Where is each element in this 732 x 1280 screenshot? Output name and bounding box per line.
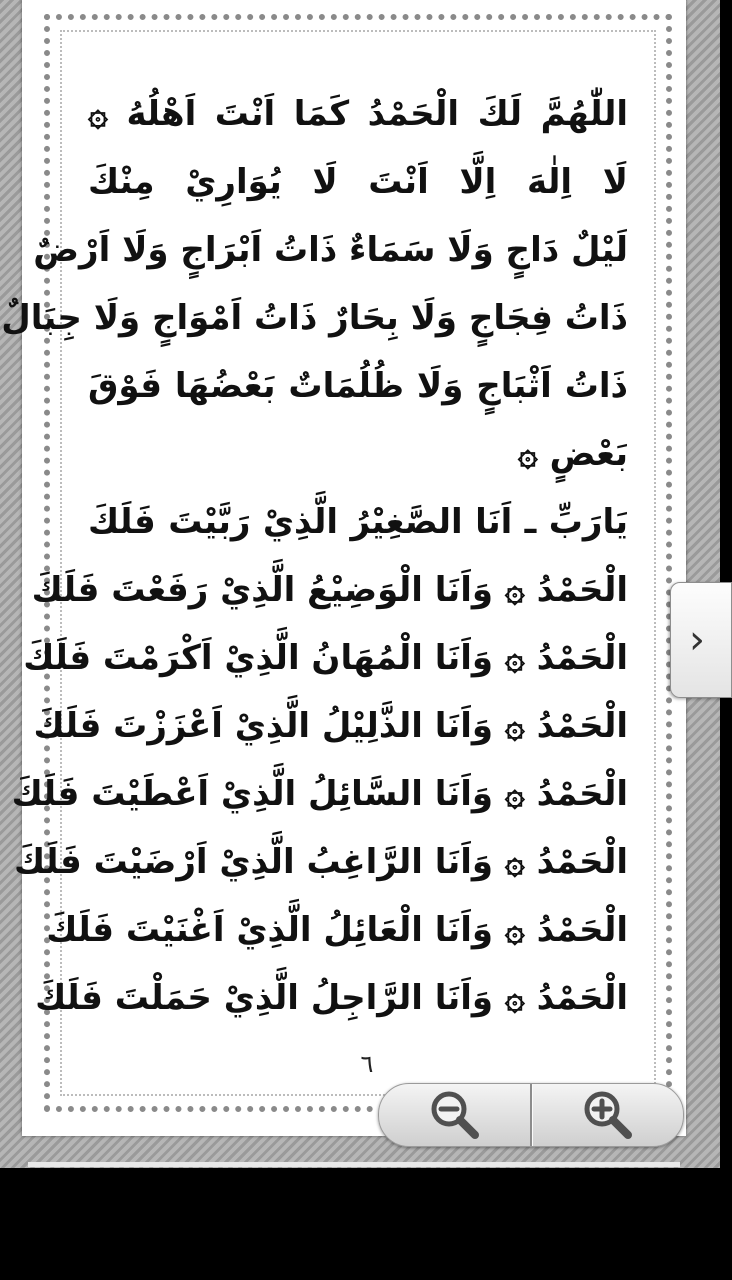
text-line: يَارَبِّ ـ اَنَا الصَّغِيْرُ الَّذِيْ رَبَّيْتَ فَلَكَ <box>88 502 628 542</box>
text-line: لَيْلٌ دَاجٍ وَلَا سَمَاءٌ ذَاتُ اَبْرَاجٍ وَلَا اَرْضٌ <box>33 230 628 270</box>
text-line: الْحَمْدُ ۞ وَاَنَا الْمُهَانُ الَّذِيْ اَكْرَمْتَ فَلَكَ <box>23 638 628 678</box>
text-line: اللّٰهُمَّ لَكَ الْحَمْدُ كَمَا اَنْتَ اَهْلُهُ ۞ <box>88 94 628 134</box>
book-page[interactable] <box>1 0 686 1136</box>
next-page-button[interactable] <box>670 582 732 698</box>
text-line: الْحَمْدُ ۞ وَاَنَا الْوَضِيْعُ الَّذِيْ رَفَعْتَ فَلَكَ <box>31 570 628 610</box>
text-line: بَعْضٍ ۞ <box>517 434 628 474</box>
bottom-divider <box>28 1162 680 1167</box>
text-line: الْحَمْدُ ۞ وَاَنَا السَّائِلُ الَّذِيْ اَعْطَيْتَ فَلَكَ <box>11 774 628 814</box>
zoom-out-button[interactable] <box>379 1084 530 1146</box>
zoom-out-icon <box>427 1087 483 1143</box>
page-text <box>1 80 628 1032</box>
page-number: ٦ <box>360 1050 374 1078</box>
text-line: ذَاتُ فِجَاجٍ وَلَا بِحَارٌ ذَاتُ اَمْوَاجٍ وَلَا جِبَالٌ <box>1 298 628 338</box>
text-line: الْحَمْدُ ۞ وَاَنَا الْعَائِلُ الَّذِيْ اَغْنَيْتَ فَلَكَ <box>46 910 628 950</box>
text-line: لَا اِلٰهَ اِلَّا اَنْتَ لَا يُوَارِيْ مِنْكَ <box>88 162 628 202</box>
text-line: الْحَمْدُ ۞ وَاَنَا الذَّلِيْلُ الَّذِيْ اَعْزَزْتَ فَلَكَ <box>33 706 628 746</box>
chevron-right-icon: › <box>689 617 705 663</box>
text-line: الْحَمْدُ ۞ وَاَنَا الرَّاغِبُ الَّذِيْ اَرْضَيْتَ فَلَكَ <box>13 842 628 882</box>
zoom-controls <box>378 1083 684 1147</box>
text-line: الْحَمْدُ ۞ وَاَنَا الرَّاجِلُ الَّذِيْ حَمَلْتَ فَلَكَ <box>35 978 628 1018</box>
zoom-in-icon <box>580 1087 636 1143</box>
text-line: ذَاتُ اَثْبَاجٍ وَلَا ظُلُمَاتٌ بَعْضُهَا فَوْقَ <box>88 366 628 406</box>
zoom-in-button[interactable] <box>532 1084 683 1146</box>
